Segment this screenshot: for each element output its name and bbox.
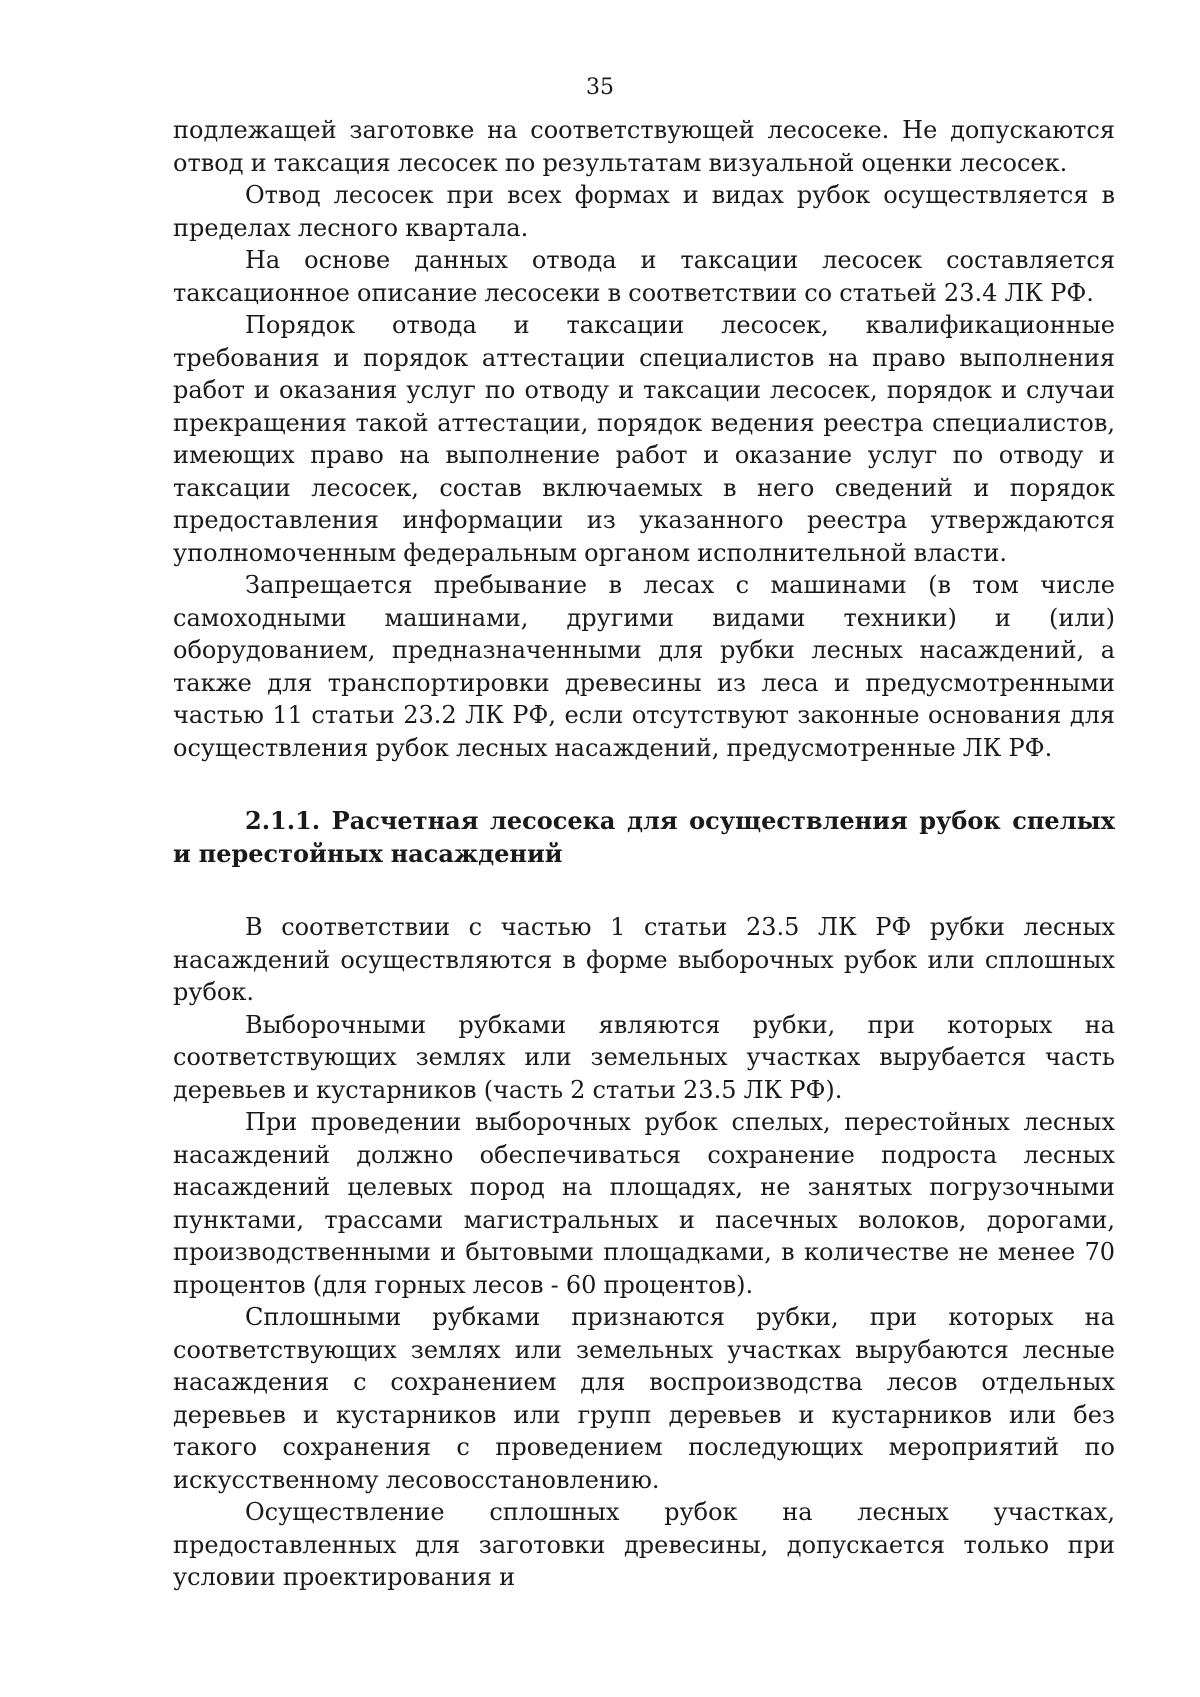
paragraph-felling-forms: В соответствии с частью 1 статьи 23.5 ЛК РФ рубки лесных насаждений осуществляются в форме выборочных рубок или сплошных рубок. (173, 913, 1115, 1006)
paragraph-machinery-prohibition: Запрещается пребывание в лесах с машинами (в том числе самоходными машинами, другими видами техники) и (или) оборудованием, предназначенными для рубки лесных насаждений, а также для транспортировки древесины из леса и предусмотренными частью 11 статьи 23.2 ЛК РФ, если отсутствуют законные основания для осуществления рубок лесных насаждений, предусмотренные ЛК РФ. (173, 571, 1115, 762)
document-body (173, 114, 1115, 1594)
paragraph-clear-felling: Сплошными рубками признаются рубки, при которых на соответствующих землях или земельных участках вырубаются лесные насаждения с сохранением для воспроизводства лесов отдельных деревьев и кустарников или групп деревьев и кустарников или без такого сохранения с проведением последующих мероприятий по искусственному лесовосстановлению. (173, 1303, 1115, 1494)
paragraph-allotment-boundaries: Отвод лесосек при всех формах и видах рубок осуществляется в пределах лесного квартала. (173, 181, 1115, 242)
page-number: 35 (586, 75, 614, 100)
section-heading: 2.1.1. Расчетная лесосека для осуществления рубок спелых и перестойных насаждений (173, 806, 1115, 868)
paragraph-selective-felling: Выборочными рубками являются рубки, при которых на соответствующих землях или земельных участках вырубается часть деревьев и кустарников (часть 2 статьи 23.5 ЛК РФ). (173, 1010, 1115, 1104)
paragraph-continuation: подлежащей заготовке на соответствующей лесосеке. Не допускаются отвод и таксация лесосек по результатам визуальной оценки лесосек. (173, 116, 1115, 177)
paragraph-taxation-description: На основе данных отвода и таксации лесосек составляется таксационное описание лесосеки в соответствии со статьей 23.4 ЛК РФ. (173, 246, 1115, 307)
paragraph-clear-felling-conditions: Осуществление сплошных рубок на лесных участках, предоставленных для заготовки древесины, допускается только при условии проектирования и (173, 1498, 1115, 1591)
paragraph-certification-procedure: Порядок отвода и таксации лесосек, квалификационные требования и порядок аттестации специалистов на право выполнения работ и оказания услуг по отводу и таксации лесосек, порядок и случаи прекращения такой аттестации, порядок ведения реестра специалистов, имеющих право на выполнение работ и оказание услуг по отводу и таксации лесосек, состав включаемых в него сведений и порядок предоставления информации из указанного реестра утверждаются уполномоченным федеральным органом исполнительной власти. (173, 311, 1115, 567)
paragraph-undergrowth-preservation: При проведении выборочных рубок спелых, перестойных лесных насаждений должно обеспечиваться сохранение подроста лесных насаждений целевых пород на площадях, не занятых погрузочными пунктами, трассами магистральных и пасечных волоков, дорогами, производственными и бытовыми площадками, в количестве не менее 70 процентов (для горных лесов - 60 процентов). (173, 1108, 1115, 1299)
